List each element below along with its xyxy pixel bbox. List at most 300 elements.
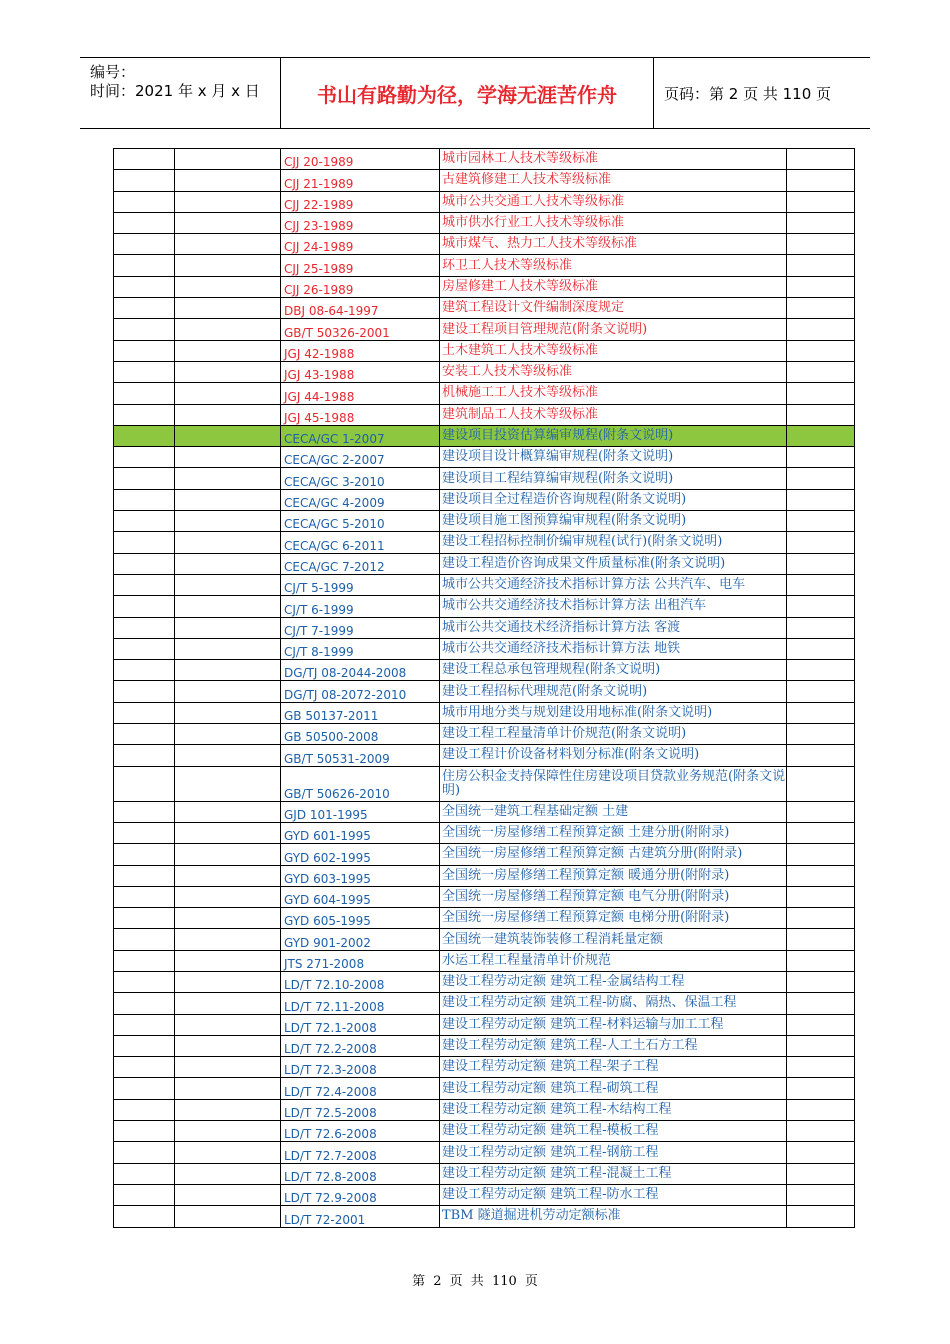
table-row — [114, 212, 855, 233]
empty-cell — [114, 702, 175, 723]
empty-cell — [114, 425, 175, 446]
table-row — [114, 766, 855, 801]
empty-cell — [114, 1099, 175, 1120]
empty-cell — [787, 702, 855, 723]
table-row — [114, 511, 855, 532]
table-row — [114, 1163, 855, 1184]
standard-title: 建设工程劳动定额 建筑工程-混凝土工程 — [440, 1163, 787, 1184]
empty-cell — [114, 1121, 175, 1142]
empty-cell — [114, 340, 175, 361]
standard-code: JGJ 44-1988 — [281, 383, 440, 404]
standard-title: 建设工程总承包管理规程(附条文说明) — [440, 660, 787, 681]
standard-title: 建设工程劳动定额 建筑工程-人工土石方工程 — [440, 1035, 787, 1056]
standard-title: 水运工程工程量清单计价规范 — [440, 950, 787, 971]
empty-cell — [175, 596, 281, 617]
empty-cell — [175, 1163, 281, 1184]
empty-cell — [175, 1121, 281, 1142]
standard-title: 建设工程劳动定额 建筑工程-钢筋工程 — [440, 1142, 787, 1163]
empty-cell — [787, 801, 855, 822]
standard-code: GJD 101-1995 — [281, 801, 440, 822]
empty-cell — [175, 865, 281, 886]
standard-title: 城市煤气、热力工人技术等级标准 — [440, 234, 787, 255]
standard-title: 安装工人技术等级标准 — [440, 361, 787, 382]
table-row — [114, 1206, 855, 1227]
empty-cell — [787, 844, 855, 865]
standard-title: 建设工程工程量清单计价规范(附条文说明) — [440, 724, 787, 745]
empty-cell — [175, 276, 281, 297]
empty-cell — [787, 681, 855, 702]
empty-cell — [114, 766, 175, 801]
empty-cell — [787, 170, 855, 191]
table-row — [114, 1099, 855, 1120]
empty-cell — [787, 865, 855, 886]
empty-cell — [175, 908, 281, 929]
footer-page: 2 — [433, 1274, 442, 1289]
standard-title: 全国统一建筑工程基础定额 土建 — [440, 801, 787, 822]
empty-cell — [175, 298, 281, 319]
standard-title: 机械施工工人技术等级标准 — [440, 383, 787, 404]
standard-code: CJJ 21-1989 — [281, 170, 440, 191]
table-row — [114, 1078, 855, 1099]
empty-cell — [787, 971, 855, 992]
standard-title: 建设项目投资估算编审规程(附条文说明) — [440, 425, 787, 446]
empty-cell — [114, 511, 175, 532]
empty-cell — [175, 212, 281, 233]
standard-code: GYD 602-1995 — [281, 844, 440, 865]
table-row — [114, 1184, 855, 1205]
table-row — [114, 149, 855, 170]
standard-code: LD/T 72.1-2008 — [281, 1014, 440, 1035]
standard-code: CJ/T 5-1999 — [281, 574, 440, 595]
table-row — [114, 929, 855, 950]
empty-cell — [114, 574, 175, 595]
empty-cell — [175, 170, 281, 191]
standard-title: 建设工程项目管理规范(附条文说明) — [440, 319, 787, 340]
table-row — [114, 340, 855, 361]
empty-cell — [175, 971, 281, 992]
empty-cell — [787, 929, 855, 950]
table-row — [114, 844, 855, 865]
standard-title: 土木建筑工人技术等级标准 — [440, 340, 787, 361]
standard-title: 城市用地分类与规划建设用地标准(附条文说明) — [440, 702, 787, 723]
empty-cell — [787, 638, 855, 659]
standard-title: 全国统一房屋修缮工程预算定额 土建分册(附附录) — [440, 822, 787, 843]
empty-cell — [175, 929, 281, 950]
empty-cell — [175, 319, 281, 340]
standard-code: CJJ 22-1989 — [281, 191, 440, 212]
empty-cell — [787, 1121, 855, 1142]
table-row — [114, 447, 855, 468]
table-row — [114, 361, 855, 382]
standard-code: LD/T 72.11-2008 — [281, 993, 440, 1014]
empty-cell — [114, 660, 175, 681]
standard-code: GB 50500-2008 — [281, 724, 440, 745]
empty-cell — [175, 404, 281, 425]
empty-cell — [114, 319, 175, 340]
standard-code: GYD 901-2002 — [281, 929, 440, 950]
empty-cell — [787, 596, 855, 617]
standard-title: 城市公共交通经济技术指标计算方法 公共汽车、电车 — [440, 574, 787, 595]
footer-gong: 共 — [470, 1274, 484, 1289]
empty-cell — [114, 1078, 175, 1099]
table-row — [114, 745, 855, 766]
standard-code: CECA/GC 2-2007 — [281, 447, 440, 468]
table-row — [114, 596, 855, 617]
table-row — [114, 702, 855, 723]
empty-cell — [787, 660, 855, 681]
empty-cell — [787, 1206, 855, 1227]
empty-cell — [114, 255, 175, 276]
empty-cell — [114, 886, 175, 907]
empty-cell — [114, 149, 175, 170]
empty-cell — [787, 1099, 855, 1120]
table-row — [114, 886, 855, 907]
empty-cell — [175, 822, 281, 843]
standard-code: LD/T 72.8-2008 — [281, 1163, 440, 1184]
empty-cell — [787, 950, 855, 971]
empty-cell — [787, 383, 855, 404]
table-row — [114, 822, 855, 843]
standard-title: 全国统一建筑装饰装修工程消耗量定额 — [440, 929, 787, 950]
empty-cell — [175, 255, 281, 276]
standard-code: LD/T 72.5-2008 — [281, 1099, 440, 1120]
table-row — [114, 1035, 855, 1056]
empty-cell — [114, 234, 175, 255]
footer-di: 第 — [412, 1274, 426, 1289]
empty-cell — [787, 993, 855, 1014]
standard-code: LD/T 72.4-2008 — [281, 1078, 440, 1099]
empty-cell — [175, 1014, 281, 1035]
table-row — [114, 993, 855, 1014]
empty-cell — [114, 1163, 175, 1184]
standard-title: 全国统一房屋修缮工程预算定额 电气分册(附附录) — [440, 886, 787, 907]
empty-cell — [114, 532, 175, 553]
empty-cell — [787, 886, 855, 907]
empty-cell — [114, 404, 175, 425]
standard-title: 建筑工程设计文件编制深度规定 — [440, 298, 787, 319]
standard-title: 环卫工人技术等级标准 — [440, 255, 787, 276]
empty-cell — [175, 801, 281, 822]
table-row — [114, 1057, 855, 1078]
empty-cell — [114, 1184, 175, 1205]
empty-cell — [114, 212, 175, 233]
table-row — [114, 425, 855, 446]
empty-cell — [114, 276, 175, 297]
empty-cell — [114, 1206, 175, 1227]
empty-cell — [175, 993, 281, 1014]
empty-cell — [114, 822, 175, 843]
standard-title: 城市公共交通经济技术指标计算方法 出租汽车 — [440, 596, 787, 617]
table-row — [114, 574, 855, 595]
table-row — [114, 908, 855, 929]
footer-total: 110 — [491, 1274, 517, 1289]
standard-code: CECA/GC 6-2011 — [281, 532, 440, 553]
standard-title: 房屋修建工人技术等级标准 — [440, 276, 787, 297]
standard-code: LD/T 72.3-2008 — [281, 1057, 440, 1078]
empty-cell — [114, 1057, 175, 1078]
standard-code: CJJ 20-1989 — [281, 149, 440, 170]
empty-cell — [175, 425, 281, 446]
empty-cell — [114, 468, 175, 489]
empty-cell — [787, 574, 855, 595]
empty-cell — [114, 298, 175, 319]
table-row — [114, 553, 855, 574]
empty-cell — [175, 681, 281, 702]
empty-cell — [787, 766, 855, 801]
table-row — [114, 971, 855, 992]
header-meta — [80, 58, 281, 128]
standard-code: GYD 604-1995 — [281, 886, 440, 907]
standard-code: GYD 601-1995 — [281, 822, 440, 843]
empty-cell — [175, 1184, 281, 1205]
empty-cell — [114, 361, 175, 382]
empty-cell — [787, 404, 855, 425]
empty-cell — [787, 617, 855, 638]
empty-cell — [114, 553, 175, 574]
standard-title: 古建筑修建工人技术等级标准 — [440, 170, 787, 191]
standard-title: 建设工程招标代理规范(附条文说明) — [440, 681, 787, 702]
empty-cell — [114, 929, 175, 950]
standard-code: JTS 271-2008 — [281, 950, 440, 971]
standard-code: JGJ 45-1988 — [281, 404, 440, 425]
empty-cell — [175, 660, 281, 681]
standard-code: GB/T 50531-2009 — [281, 745, 440, 766]
empty-cell — [787, 553, 855, 574]
standard-code: CECA/GC 1-2007 — [281, 425, 440, 446]
standard-code: CECA/GC 7-2012 — [281, 553, 440, 574]
table-row — [114, 1014, 855, 1035]
empty-cell — [787, 1163, 855, 1184]
table-row — [114, 950, 855, 971]
table-row — [114, 191, 855, 212]
empty-cell — [787, 1078, 855, 1099]
standard-title: 建设项目设计概算编审规程(附条文说明) — [440, 447, 787, 468]
empty-cell — [787, 276, 855, 297]
empty-cell — [787, 234, 855, 255]
empty-cell — [114, 1142, 175, 1163]
table-row — [114, 404, 855, 425]
empty-cell — [175, 383, 281, 404]
empty-cell — [175, 886, 281, 907]
empty-cell — [114, 617, 175, 638]
empty-cell — [175, 149, 281, 170]
standard-code: DG/TJ 08-2044-2008 — [281, 660, 440, 681]
empty-cell — [114, 724, 175, 745]
table-row — [114, 865, 855, 886]
empty-cell — [175, 1142, 281, 1163]
empty-cell — [175, 234, 281, 255]
standard-title: 建设工程劳动定额 建筑工程-防腐、隔热、保温工程 — [440, 993, 787, 1014]
table-row — [114, 617, 855, 638]
standard-title: 全国统一房屋修缮工程预算定额 电梯分册(附附录) — [440, 908, 787, 929]
standard-title: 建设工程造价咨询成果文件质量标准(附条文说明) — [440, 553, 787, 574]
empty-cell — [787, 425, 855, 446]
standard-title: 建设工程计价设备材料划分标准(附条文说明) — [440, 745, 787, 766]
empty-cell — [114, 1035, 175, 1056]
empty-cell — [175, 745, 281, 766]
empty-cell — [787, 298, 855, 319]
empty-cell — [787, 447, 855, 468]
empty-cell — [175, 950, 281, 971]
empty-cell — [787, 468, 855, 489]
empty-cell — [114, 865, 175, 886]
standard-code: LD/T 72-2001 — [281, 1206, 440, 1227]
standard-title: 建设项目工程结算编审规程(附条文说明) — [440, 468, 787, 489]
empty-cell — [787, 1184, 855, 1205]
table-row — [114, 1121, 855, 1142]
table-row — [114, 681, 855, 702]
empty-cell — [175, 489, 281, 510]
standard-title: 建设工程劳动定额 建筑工程-模板工程 — [440, 1121, 787, 1142]
table-row — [114, 660, 855, 681]
table-row — [114, 170, 855, 191]
standard-code: CECA/GC 5-2010 — [281, 511, 440, 532]
standard-title: 城市公共交通经济技术指标计算方法 地铁 — [440, 638, 787, 659]
table-row — [114, 298, 855, 319]
standard-title: 城市园林工人技术等级标准 — [440, 149, 787, 170]
standard-code: GB 50137-2011 — [281, 702, 440, 723]
standard-code: LD/T 72.7-2008 — [281, 1142, 440, 1163]
empty-cell — [175, 1035, 281, 1056]
empty-cell — [114, 383, 175, 404]
standard-code: LD/T 72.10-2008 — [281, 971, 440, 992]
table-row — [114, 276, 855, 297]
empty-cell — [175, 844, 281, 865]
empty-cell — [787, 340, 855, 361]
standard-title: 建设工程劳动定额 建筑工程-架子工程 — [440, 1057, 787, 1078]
empty-cell — [787, 1014, 855, 1035]
empty-cell — [787, 511, 855, 532]
empty-cell — [787, 1035, 855, 1056]
number-label: 编号： — [90, 63, 136, 81]
empty-cell — [175, 617, 281, 638]
page-footer — [0, 1270, 950, 1289]
standard-code: JGJ 43-1988 — [281, 361, 440, 382]
empty-cell — [787, 255, 855, 276]
table-row — [114, 319, 855, 340]
empty-cell — [114, 1014, 175, 1035]
table-row — [114, 801, 855, 822]
standards-table — [113, 148, 855, 1228]
empty-cell — [114, 681, 175, 702]
standard-code: DG/TJ 08-2072-2010 — [281, 681, 440, 702]
standard-title: 城市公共交通技术经济指标计算方法 客渡 — [440, 617, 787, 638]
empty-cell — [175, 511, 281, 532]
empty-cell — [787, 532, 855, 553]
empty-cell — [175, 766, 281, 801]
standard-title: 建设项目全过程造价咨询规程(附条文说明) — [440, 489, 787, 510]
standard-code: LD/T 72.6-2008 — [281, 1121, 440, 1142]
empty-cell — [175, 1057, 281, 1078]
standard-code: CJ/T 7-1999 — [281, 617, 440, 638]
standard-title: TBM 隧道掘进机劳动定额标准 — [440, 1206, 787, 1227]
table-row — [114, 468, 855, 489]
empty-cell — [787, 745, 855, 766]
empty-cell — [114, 950, 175, 971]
empty-cell — [114, 191, 175, 212]
standard-title: 建设工程劳动定额 建筑工程-金属结构工程 — [440, 971, 787, 992]
empty-cell — [114, 638, 175, 659]
standard-code: GB/T 50626-2010 — [281, 766, 440, 801]
standard-code: CJJ 26-1989 — [281, 276, 440, 297]
standard-title: 建设工程招标控制价编审规程(试行)(附条文说明) — [440, 532, 787, 553]
table-row — [114, 724, 855, 745]
standard-title: 住房公积金支持保障性住房建设项目贷款业务规范(附条文说明) — [440, 766, 787, 801]
standard-code: CJ/T 8-1999 — [281, 638, 440, 659]
standard-title: 建设工程劳动定额 建筑工程-砌筑工程 — [440, 1078, 787, 1099]
empty-cell — [787, 489, 855, 510]
empty-cell — [175, 724, 281, 745]
table-row — [114, 234, 855, 255]
standard-code: DBJ 08-64-1997 — [281, 298, 440, 319]
empty-cell — [175, 1206, 281, 1227]
empty-cell — [175, 1078, 281, 1099]
standard-code: GYD 605-1995 — [281, 908, 440, 929]
table-row — [114, 383, 855, 404]
empty-cell — [114, 489, 175, 510]
empty-cell — [787, 822, 855, 843]
empty-cell — [175, 1099, 281, 1120]
empty-cell — [114, 447, 175, 468]
standard-title: 城市公共交通工人技术等级标准 — [440, 191, 787, 212]
empty-cell — [175, 574, 281, 595]
table-row — [114, 255, 855, 276]
empty-cell — [175, 702, 281, 723]
empty-cell — [114, 844, 175, 865]
standard-code: GB/T 50326-2001 — [281, 319, 440, 340]
standard-title: 全国统一房屋修缮工程预算定额 暖通分册(附附录) — [440, 865, 787, 886]
empty-cell — [114, 596, 175, 617]
standard-title: 建设工程劳动定额 建筑工程-防水工程 — [440, 1184, 787, 1205]
empty-cell — [175, 361, 281, 382]
empty-cell — [175, 468, 281, 489]
standard-title: 建设项目施工图预算编审规程(附条文说明) — [440, 511, 787, 532]
table-row — [114, 1142, 855, 1163]
empty-cell — [787, 191, 855, 212]
table-row — [114, 638, 855, 659]
standard-code: LD/T 72.9-2008 — [281, 1184, 440, 1205]
empty-cell — [787, 319, 855, 340]
empty-cell — [787, 724, 855, 745]
empty-cell — [175, 638, 281, 659]
empty-cell — [787, 212, 855, 233]
empty-cell — [175, 447, 281, 468]
standard-code: CJJ 25-1989 — [281, 255, 440, 276]
empty-cell — [114, 801, 175, 822]
standard-code: GYD 603-1995 — [281, 865, 440, 886]
empty-cell — [114, 908, 175, 929]
standard-title: 城市供水行业工人技术等级标准 — [440, 212, 787, 233]
empty-cell — [114, 170, 175, 191]
standard-code: LD/T 72.2-2008 — [281, 1035, 440, 1056]
footer-ye1: 页 — [449, 1274, 463, 1289]
empty-cell — [175, 340, 281, 361]
empty-cell — [175, 191, 281, 212]
standard-title: 建设工程劳动定额 建筑工程-材料运输与加工工程 — [440, 1014, 787, 1035]
empty-cell — [787, 1057, 855, 1078]
empty-cell — [175, 532, 281, 553]
empty-cell — [175, 553, 281, 574]
standard-title: 全国统一房屋修缮工程预算定额 古建筑分册(附附录) — [440, 844, 787, 865]
standard-code: CECA/GC 4-2009 — [281, 489, 440, 510]
empty-cell — [114, 745, 175, 766]
standard-code: CECA/GC 3-2010 — [281, 468, 440, 489]
empty-cell — [787, 1142, 855, 1163]
empty-cell — [787, 361, 855, 382]
standard-code: CJ/T 6-1999 — [281, 596, 440, 617]
empty-cell — [787, 908, 855, 929]
standard-title: 建设工程劳动定额 建筑工程-木结构工程 — [440, 1099, 787, 1120]
